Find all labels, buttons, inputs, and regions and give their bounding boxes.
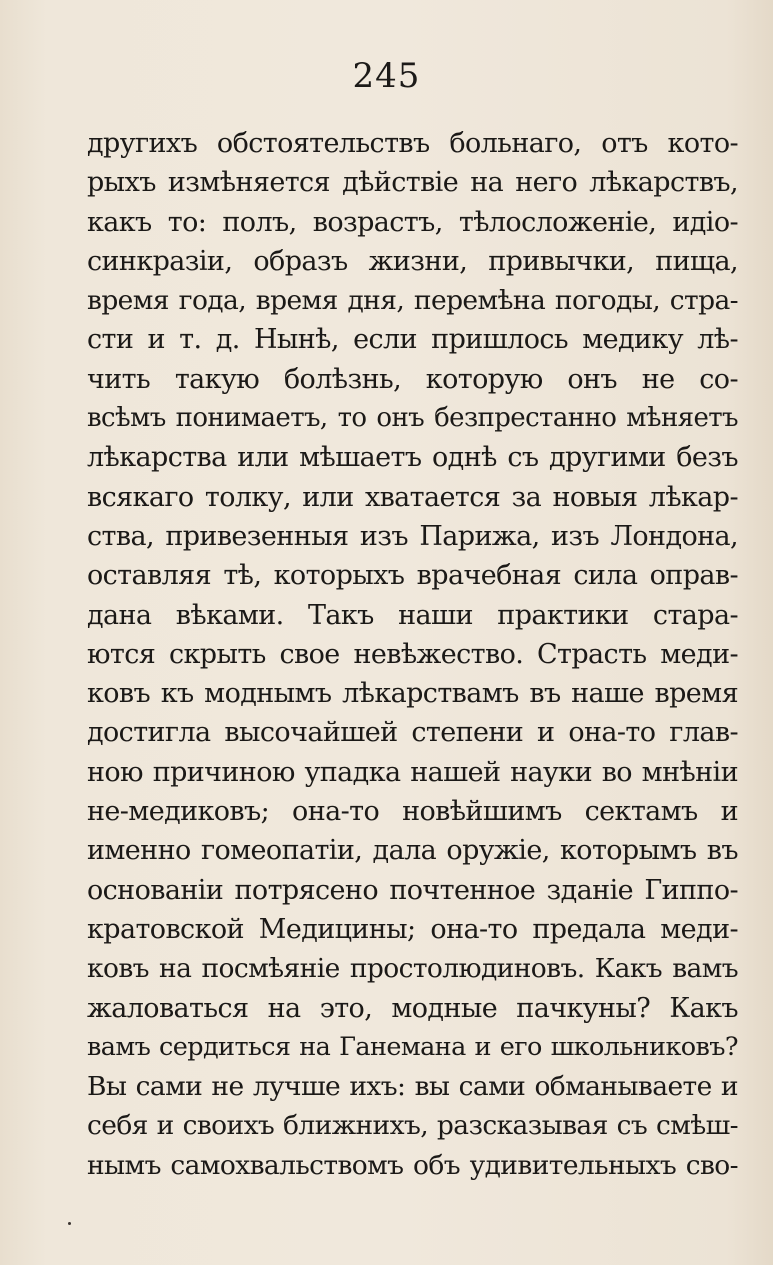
text-line: кратовской Медицины; она-то предала меди- [87,913,738,945]
text-line: синкразіи, образъ жизни, привычки, пища, [87,245,738,277]
text-line: всякаго толку, или хватается за новыя лѣкар- [87,481,738,513]
text-line: не-медиковъ; она-то новѣйшимъ сектамъ и [87,796,738,828]
ink-speck [68,1222,71,1225]
text-line: дана вѣками. Такъ наши практики стара- [87,599,738,631]
text-line: себя и своихъ ближнихъ, разсказывая съ смѣш- [87,1110,738,1142]
text-line: чить такую болѣзнь, которую онъ не со- [87,363,738,395]
text-line: Вы сами не лучше ихъ: вы сами обманываете и [87,1071,738,1103]
text-line: основаніи потрясено почтенное зданіе Гиппо- [87,874,738,906]
text-line: именно гомеопатіи, дала оружіе, которымъ въ [87,835,738,867]
text-line: какъ то: полъ, возрастъ, тѣлосложеніе, идіо- [87,206,738,238]
text-line: ковъ на посмѣяніе простолюдиновъ. Какъ вамъ [87,953,738,985]
text-line: нымъ самохвальствомъ объ удивительныхъ сво- [87,1149,738,1181]
page-number: 245 [352,56,421,96]
text-line: другихъ обстоятельствъ больнаго, отъ кото- [87,128,738,159]
text-line: ковъ къ моднымъ лѣкарствамъ въ наше время [87,678,738,710]
text-line: ства, привезенныя изъ Парижа, изъ Лондона, [87,520,738,552]
text-line: достигла высочайшей степени и она-то глав- [87,717,738,749]
text-line: вамъ сердиться на Ганемана и его школьниковъ? [87,1031,738,1062]
text-line: жаловаться на это, модные пачкуны? Какъ [87,992,738,1024]
text-line: всѣмъ понимаетъ, то онъ безпрестанно мѣняетъ [87,403,738,434]
body-text [87,124,738,1185]
text-line: сти и т. д. Нынѣ, если пришлось медику лѣ- [87,324,738,356]
text-line: лѣкарства или мѣшаетъ однѣ съ другими безъ [87,442,738,474]
text-line: ются скрыть свое невѣжество. Страсть меди- [87,638,738,670]
text-line: оставляя тѣ, которыхъ врачебная сила оправ- [87,560,738,592]
text-line: рыхъ измѣняется дѣйствіе на него лѣкарствъ, [87,167,738,199]
text-line: ною причиною упадка нашей науки во мнѣніи [87,756,738,788]
text-line: время года, время дня, перемѣна погоды, стра- [87,285,738,317]
